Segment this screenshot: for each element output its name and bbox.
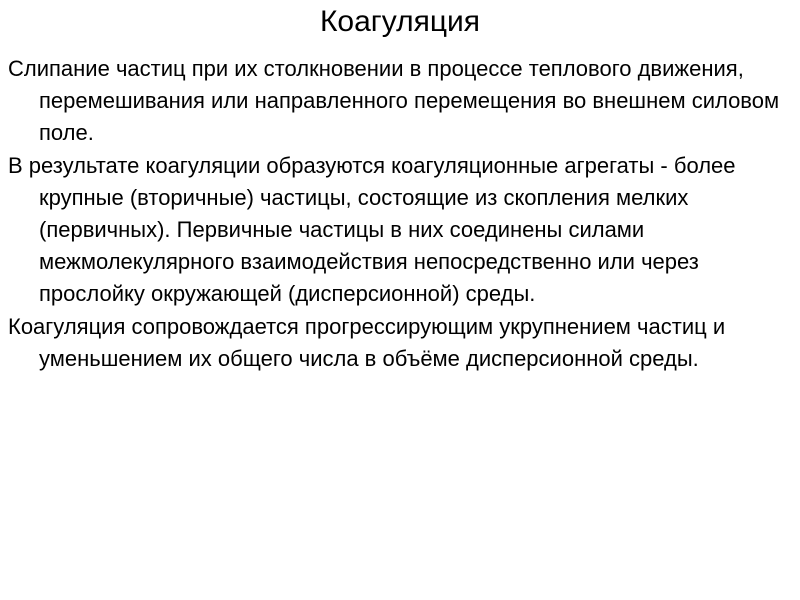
slide-body (8, 53, 792, 376)
paragraph-aggregates: В результате коагуляции образуются коагуляционные агрегаты - более крупные (вторичные) частицы, состоящие из скопления мелких (первичных). Первичные частицы в них соединены силами межмолекулярного взаимодействия непосредственно или через прослойку окружающей (дисперсионной) среды. (8, 153, 736, 306)
paragraph-consequence: Коагуляция сопровождается прогрессирующим укрупнением частиц и уменьшением их общего числа в объёме дисперсионной среды. (8, 314, 726, 371)
slide-title: Коагуляция (319, 5, 481, 38)
paragraph-definition: Слипание частиц при их столкновении в процессе теплового движения, перемешивания или направленного перемещения во внешнем силовом поле. (8, 56, 780, 145)
